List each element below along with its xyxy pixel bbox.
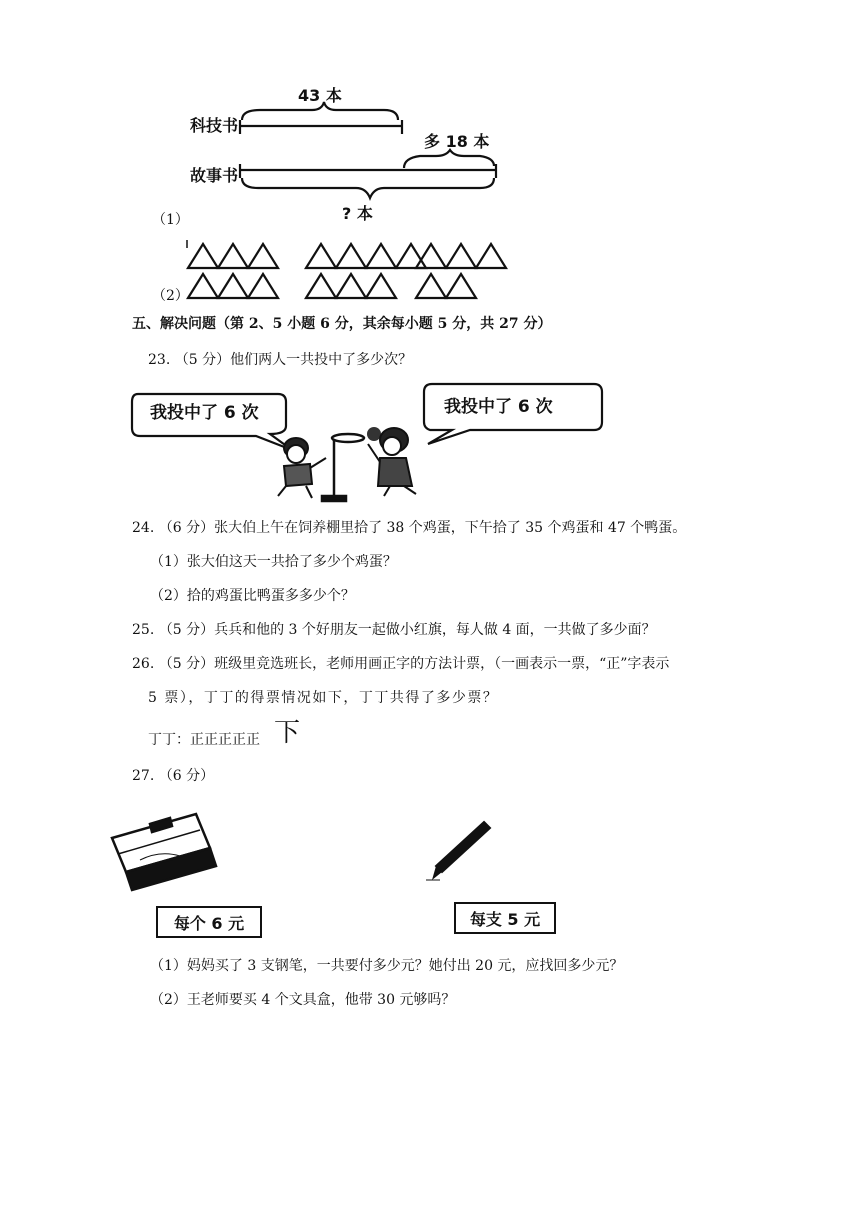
q26-text-line2: 5 票），丁丁的得票情况如下，丁丁共得了多少票？ xyxy=(148,690,499,706)
science-books-label: 科技书 xyxy=(190,116,239,135)
q26-text-line1: 26. （5 分）班级里竞选班长，老师用画正字的方法计票，（一画表示一票，“正”字表示 xyxy=(132,656,670,672)
q27-sub1: （1）妈妈买了 3 支钢笔，一共要付多少元？她付出 20 元，应找回多少元？ xyxy=(150,958,624,974)
triangle-shape xyxy=(306,244,336,268)
triangle-shape xyxy=(336,274,366,298)
triangle-shape xyxy=(188,274,218,298)
triangle-shape xyxy=(366,244,396,268)
q23-text: 23. （5 分）他们两人一共投中了多少次？ xyxy=(148,352,413,368)
top-total-label: 43 本 xyxy=(298,86,342,105)
left-child-figure xyxy=(278,438,326,498)
pencil-case-price: 每个 6 元 xyxy=(173,913,245,933)
triangle-shape xyxy=(248,244,278,268)
triangle-shape xyxy=(218,244,248,268)
q24-sub1: （1）张大伯这天一共拾了多少个鸡蛋？ xyxy=(150,554,397,570)
triangle-shape xyxy=(476,244,506,268)
basketball xyxy=(367,427,381,441)
difference-label: 多 18 本 xyxy=(424,132,490,151)
q27-text: 27. （6 分） xyxy=(132,768,215,784)
story-books-label: 故事书 xyxy=(190,166,239,185)
triangle-shape xyxy=(416,274,446,298)
tally-text: 丁丁：正正正正正 xyxy=(148,732,260,748)
triangle-shape xyxy=(248,274,278,298)
triangle-shape xyxy=(218,274,248,298)
hoop-stand xyxy=(322,434,364,501)
pencil-case-icon xyxy=(112,814,216,890)
triangle-shape xyxy=(336,244,366,268)
pen-price-box xyxy=(454,902,556,934)
basketball-illustration xyxy=(0,378,860,508)
left-bubble-text: 我投中了 6 次 xyxy=(150,403,259,423)
tally-partial: 下 xyxy=(274,718,301,748)
pen-price: 每支 5 元 xyxy=(469,909,541,929)
pen-icon xyxy=(426,822,490,880)
triangle-shape xyxy=(396,244,426,268)
right-bubble-text: 我投中了 6 次 xyxy=(444,397,553,417)
triangle-shape xyxy=(446,274,476,298)
part-2-label: （2） xyxy=(152,288,189,304)
triangle-shape xyxy=(188,244,218,268)
triangle-shape xyxy=(366,274,396,298)
q25-text: 25. （5 分）兵兵和他的 3 个好朋友一起做小红旗，每人做 4 面，一共做了多少面？ xyxy=(132,622,656,638)
q24-sub2: （2）拾的鸡蛋比鸭蛋多多少个？ xyxy=(150,588,355,604)
triangle-shape xyxy=(416,244,446,268)
q24-text: 24. （6 分）张大伯上午在饲养棚里拾了 38 个鸡蛋，下午拾了 35 个鸡蛋和 47 个鸭蛋。 xyxy=(132,520,687,536)
triangle-shape xyxy=(306,274,336,298)
part-1-label: （1） xyxy=(152,212,189,228)
segment-lines xyxy=(0,0,860,240)
q27-sub2: （2）王老师要买 4 个文具盒，他带 30 元够吗？ xyxy=(150,992,456,1008)
triangle-shape xyxy=(446,244,476,268)
unknown-total-label: ? 本 xyxy=(342,204,373,223)
triangle-groups xyxy=(0,236,860,316)
pencil-case-price-box xyxy=(156,906,262,938)
q27-illustrations xyxy=(0,810,860,900)
section-heading: 五、解决问题（第 2、5 小题 6 分，其余每小题 5 分，共 27 分） xyxy=(132,316,552,332)
